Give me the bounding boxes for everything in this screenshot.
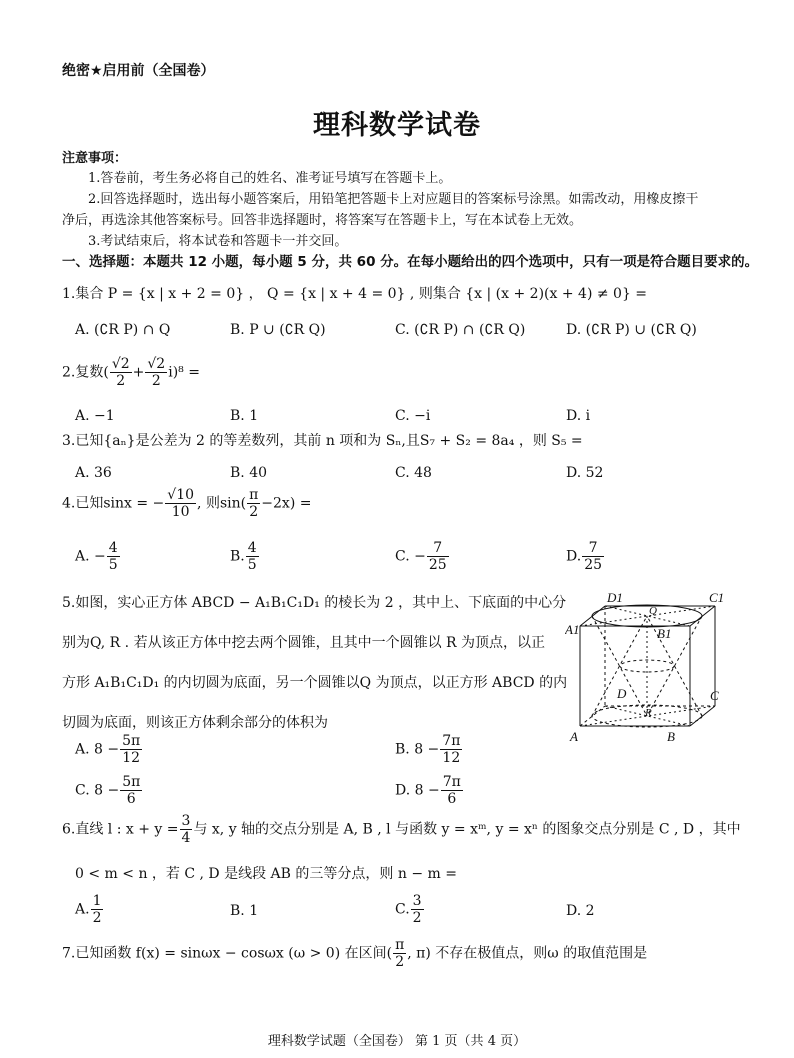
question-1-stem: 1.集合 P = {x | x + 2 = 0} ， Q = {x | x + 4 = 0} , 则集合 {x | (x + 2)(x + 4) ≠ 0} = — [62, 286, 648, 302]
label-B: B — [667, 729, 675, 744]
question-2-option-a: A. −1 — [75, 408, 115, 424]
section-1-heading: 一、选择题：本题共 12 小题，每小题 5 分，共 60 分。在每小题给出的四个选项中，只有一项是符合题目要求的。 — [62, 254, 759, 270]
question-4-option-b: B. $\frac{4}{5}$ — [230, 540, 257, 574]
question-1-option-c: C. (∁R P) ∩ (∁R Q) — [395, 322, 526, 338]
notice-item-3: 3.考试结束后，将本试卷和答题卡一并交回。 — [88, 234, 348, 249]
question-6-option-d: D. 2 — [566, 903, 595, 919]
question-2-option-c: C. −i — [395, 408, 431, 424]
question-6-option-a: A. $\frac{1}{2}$ — [75, 893, 102, 927]
question-4-option-a: A. − $\frac{4}{5}$ — [75, 540, 118, 574]
question-3-option-c: C. 48 — [395, 465, 432, 481]
question-5-line-3: 方形 A₁B₁C₁D₁ 的内切圆为底面，另一个圆锥以Q 为顶点，以正方形 ABCD 的内 — [62, 675, 568, 691]
confidential-label: 绝密★启用前（全国卷） — [62, 63, 215, 79]
question-5-option-d: D. 8 − $\frac{7\pi}{6}$ — [395, 774, 461, 808]
question-4-option-c: C. − $\frac{7}{25}$ — [395, 540, 447, 574]
question-3-option-b: B. 40 — [230, 465, 268, 481]
question-5-line-2: 别为Q, R . 若从该正方体中挖去两个圆锥，且其中一个圆锥以 R 为顶点，以正 — [62, 635, 546, 651]
question-1-option-a: A. (∁R P) ∩ Q — [75, 322, 171, 338]
notice-item-2-line-2: 净后，再选涂其他答案标号。回答非选择题时，将答案写在答题卡上，写在本试卷上无效。 — [62, 213, 583, 228]
label-C1: C1 — [709, 590, 725, 605]
question-5-line-1: 5.如图，实心正方体 ABCD − A₁B₁C₁D₁ 的棱长为 2 ，其中上、下底面的中心分 — [62, 595, 567, 611]
question-6-line-2: 0 < m < n ，若 C , D 是线段 AB 的三等分点，则 n − m = — [75, 866, 457, 882]
label-D1: D1 — [607, 590, 623, 605]
label-B1: B1 — [657, 626, 672, 641]
q2-fraction-2: $\frac{√2}{2}$ — [147, 356, 166, 390]
q2-fraction-1: $\frac{√2}{2}$ — [111, 356, 130, 390]
label-Q: Q — [649, 605, 657, 617]
question-4-stem: 4.已知sinx = − $\frac{√10}{10}$ , 则sin( $\frac{\pi}{2}$ −2x) = — [62, 487, 312, 521]
notice-item-2-line-1: 2.回答选择题时，选出每小题答案后，用铅笔把答题卡上对应题目的答案标号涂黑。如需改动，用橡皮擦干 — [88, 192, 699, 207]
notice-heading: 注意事项： — [62, 151, 128, 166]
question-2-option-b: B. 1 — [230, 408, 259, 424]
label-D: D — [617, 686, 627, 701]
question-5-option-a: A. 8 − $\frac{5\pi}{12}$ — [75, 733, 141, 767]
notice-item-1: 1.答卷前，考生务必将自己的姓名、准考证号填写在答题卡上。 — [88, 171, 452, 186]
label-R: R — [645, 707, 652, 719]
question-2-stem: 2.复数( $\frac{√2}{2}$ + $\frac{√2}{2}$ i)⁸ = — [62, 356, 200, 390]
page-title: 理科数学试卷 — [313, 110, 481, 141]
question-1-option-b: B. P ∪ (∁R Q) — [230, 322, 326, 338]
question-5-option-c: C. 8 − $\frac{5\pi}{6}$ — [75, 774, 141, 808]
question-6-option-b: B. 1 — [230, 903, 259, 919]
question-4-option-d: D. $\frac{7}{25}$ — [566, 540, 603, 574]
question-3-option-d: D. 52 — [566, 465, 604, 481]
question-5-line-4: 切圆为底面，则该正方体剩余部分的体积为 — [62, 715, 328, 731]
question-7-stem: 7.已知函数 f(x) = sinωx − cosωx (ω > 0) 在区间( $\frac{\pi}{2}$ , π) 不存在极值点，则ω 的取值范围是 — [62, 937, 648, 971]
label-A1: A1 — [565, 622, 580, 637]
cube-figure — [565, 588, 735, 748]
question-6-option-c: C. $\frac{3}{2}$ — [395, 893, 422, 927]
question-1-option-d: D. (∁R P) ∪ (∁R Q) — [566, 322, 697, 338]
label-A: A — [570, 729, 578, 744]
question-5-option-b: B. 8 − $\frac{7\pi}{12}$ — [395, 733, 461, 767]
label-C: C — [710, 688, 719, 703]
question-3-stem: 3.已知{aₙ}是公差为 2 的等差数列，其前 n 项和为 Sₙ,且S₇ + S₂ = 8a₄ ，则 S₅ = — [62, 433, 583, 449]
question-6-line-1: 6.直线 l : x + y = $\frac{3}{4}$ 与 x, y 轴的交点分别是 A, B , l 与函数 y = xᵐ, y = xⁿ 的图象交点分别是 C , D ，其中 — [62, 813, 741, 847]
question-3-option-a: A. 36 — [75, 465, 112, 481]
page-footer: 理科数学试题（全国卷） 第 1 页（共 4 页） — [267, 1034, 527, 1049]
question-2-option-d: D. i — [566, 408, 591, 424]
